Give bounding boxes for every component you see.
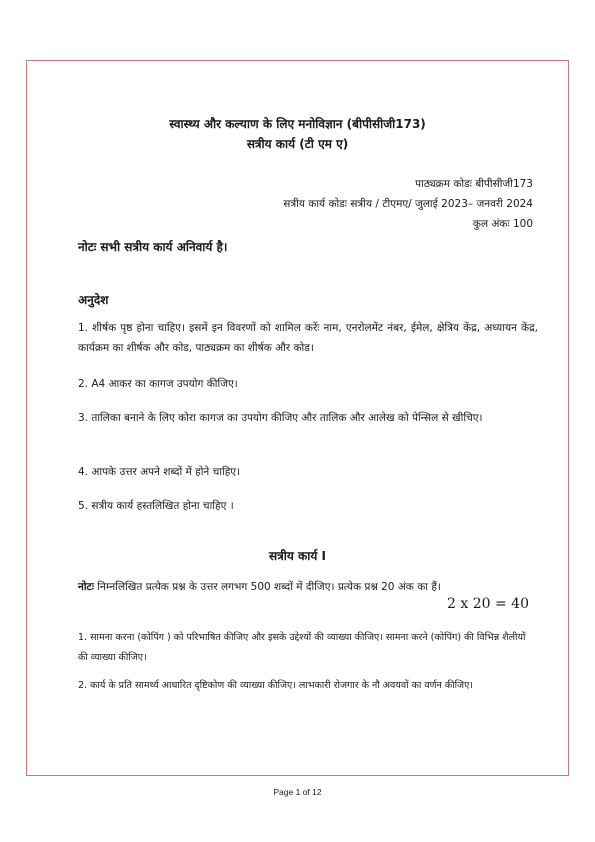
document-title: स्वास्थ्य और कल्याण के लिए मनोविज्ञान (बीपीसीजी173) <box>169 117 426 131</box>
page-number: Page 1 of 12 <box>273 787 322 797</box>
instruction-item: 3. तालिका बनाने के लिए कोरा कागज का उपयोग कीजिए और तालिक और आलेख को पेन्सिल से खीचिए। <box>78 412 483 424</box>
section-note <box>78 580 441 594</box>
section-note-label: नोटः <box>78 581 94 593</box>
mandatory-note: नोटः सभी सत्रीय कार्य अनिवार्य है। <box>78 240 228 254</box>
section-note-text: निम्नलिखित प्रत्येक प्रश्न के उत्तर लगभग 500 शब्दों में दीजिए। प्रत्येक प्रश्न 20 अंक का हैं। <box>93 581 441 593</box>
assignment-code: सत्रीय कार्य कोडः सत्रीय / टीएमए/ जुलाई 2023– जनवरी 2024 <box>283 198 533 210</box>
instruction-item: 4. आपके उत्तर अपने शब्दों में होने चाहिए। <box>78 466 241 478</box>
instructions-heading: अनुदेश <box>78 293 109 307</box>
instruction-item: 2. A4 आकर का कागज उपयोग कीजिए। <box>78 378 238 390</box>
section-heading: सत्रीय कार्य I <box>269 549 326 563</box>
course-code: पाठ्यक्रम कोडः बीपीसीजी173 <box>415 178 533 190</box>
document-subtitle: सत्रीय कार्य (टी एम ए) <box>246 137 349 151</box>
total-marks: कुल अंकः 100 <box>472 218 533 230</box>
question-item: 2. कार्य के प्रति सामर्थ्य आधारित दृष्टिकोण की व्याख्या कीजिए। लाभकारी रोजगार के नौ अवयवों का वर्णन कीजिए। <box>78 680 473 691</box>
question-item: 1. सामना करना (कोपिंग ) को परिभाषित कीजिए और इसके उद्देश्यों की व्याख्या कीजिए। सामना करने (कोपिंग) की विभिन्न शैलीयों की व्याख्या कीजिए। <box>78 632 526 663</box>
instruction-item: 5. सत्रीय कार्य हस्तलिखित होना चाहिए । <box>78 500 234 512</box>
instruction-item: 1. शीर्षक पृष्ठ होना चाहिए। इसमें इन विवरणों को शामिल करेंः नाम, एनरोलमेंट नंबर, ईमेल, क्षेत्रिय केंद्र, अध्यायन केंद्र, कार्यक्रम का शीर्षक और कोड, पाठ्यक्रम का शीर्षक और कोड। <box>78 322 538 354</box>
marks-formula: 2 x 20 = 40 <box>447 596 529 612</box>
